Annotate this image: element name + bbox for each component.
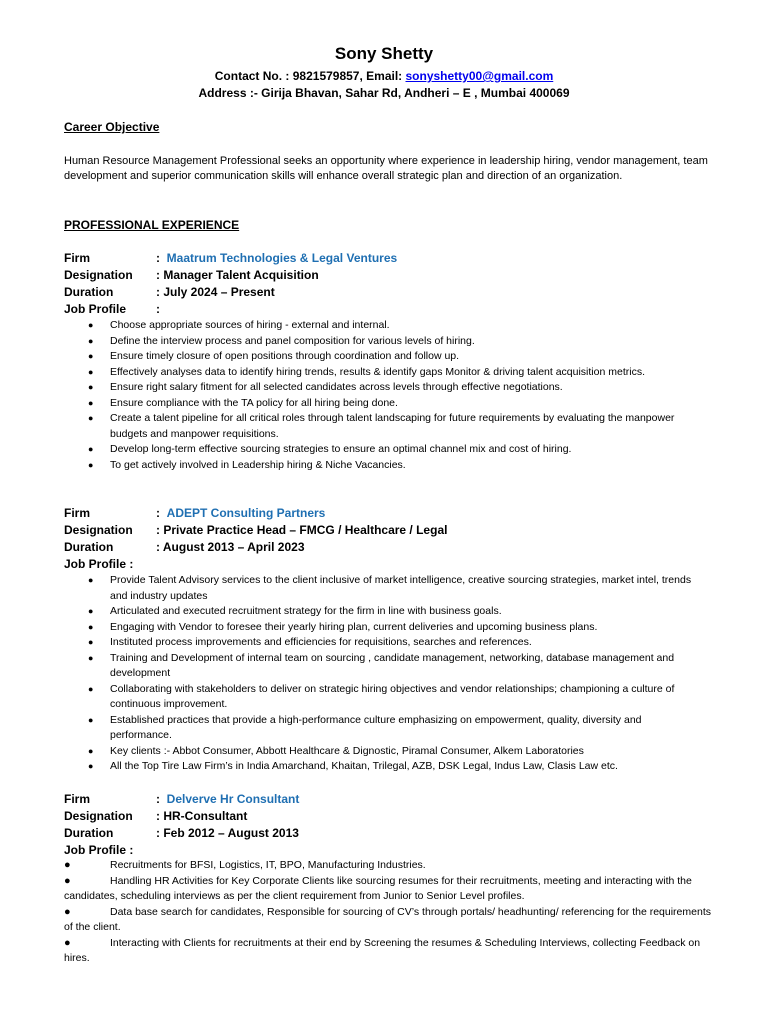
designation-label: Designation [64,809,133,823]
firm-label: Firm [64,506,91,520]
job-3-designation: : HR-Consultant [156,809,248,823]
list-item: ● Established practices that provide a high-performance culture emphasizing on empowerment, quality, diversity and performance. [88,713,642,741]
job-2-duration: : August 2013 – April 2023 [156,540,305,554]
list-item: ● Effectively analyses data to identify hiring trends, results & identify gaps Monitor & driving talent acquisition metrics. [88,365,645,378]
job-2-designation-row [64,522,447,539]
list-item: ● All the Top Tire Law Firm’s in India Amarchand, Khaitan, Trilegal, AZB, DSK Legal, Indus Law, Clasis Law etc. [88,760,618,772]
firm-label: Firm [64,251,91,265]
job-3-bullets [64,858,720,967]
list-item: ● Key clients :- Abbot Consumer, Abbott Healthcare & Dignostic, Piramal Consumer, Alkem Laboratories [88,744,584,757]
experience-heading: PROFESSIONAL EXPERIENCE [64,218,240,232]
job-1-designation: : Manager Talent Acquisition [156,268,319,282]
job-profile-label: Job Profile : [64,843,134,857]
list-item: ● Ensure compliance with the TA policy for all hiring being done. [88,396,398,409]
list-item: ● Instituted process improvements and efficiencies for requisitions, searches and references. [88,636,532,648]
list-item: ● Ensure timely closure of open positions through coordination and follow up. [88,350,460,362]
firm-colon: : [156,506,160,520]
job-profile-colon: : [156,302,160,316]
firm-label: Firm [64,792,91,806]
career-objective-heading: Career Objective [64,120,160,134]
list-item: ● To get actively involved in Leadership hiring & Niche Vacancies. [88,458,406,471]
job-profile-label: Job Profile [64,302,127,316]
job-1-firm-row [64,250,397,267]
candidate-name: Sony Shetty [334,44,434,63]
list-item: ● Collaborating with stakeholders to deliver on strategic hiring objectives and vendor relationships; championing a culture of continuous improvement. [88,682,675,710]
list-item: ● Articulated and executed recruitment strategy for the firm in line with business goals. [88,605,502,617]
list-item: ● Develop long-term effective sourcing strategies to ensure an optimal channel mix and cost of hiring. [88,443,572,455]
firm-colon: : [156,251,160,265]
job-3-details [64,791,299,859]
job-2-duration-row [64,539,447,556]
contact-prefix: Contact No. : 9821579857, Email: [214,69,406,83]
job-3-firm: Delverve Hr Consultant [166,792,300,806]
list-item: ● Engaging with Vendor to foresee their yearly hiring plan, current deliveries and upcoming business plans. [88,620,598,633]
duration-label: Duration [64,540,114,554]
job-2-designation: : Private Practice Head – FMCG / Healthcare / Legal [156,523,448,537]
job-3-duration: : Feb 2012 – August 2013 [156,826,299,840]
list-item: ● Recruitments for BFSI, Logistics, IT, BPO, Manufacturing Industries. [64,859,426,871]
duration-label: Duration [64,826,114,840]
job-1-designation-row [64,267,397,284]
designation-label: Designation [64,523,133,537]
list-item: ● Provide Talent Advisory services to the client inclusive of market intelligence, creative sourcing strategies, market intel, trends and industry updates [88,574,692,602]
email-link[interactable]: sonyshetty00@gmail.com [405,69,554,83]
designation-label: Designation [64,268,133,282]
job-1-profile-row [64,301,397,318]
job-3-profile-row [64,842,299,859]
job-1-duration: : July 2024 – Present [156,285,275,299]
firm-colon: : [156,792,160,806]
list-item: ● Training and Development of internal team on sourcing , candidate management, networking, database management and development [88,651,675,679]
job-1-firm: Maatrum Technologies & Legal Ventures [166,251,398,265]
job-profile-label: Job Profile : [64,557,134,571]
job-1-bullets [64,318,704,473]
job-1-duration-row [64,284,397,301]
list-item: ● Ensure right salary fitment for all selected candidates across levels through effective negotiations. [88,381,563,393]
list-item: ● Define the interview process and panel composition for various levels of hiring. [88,334,475,347]
list-item: ● Create a talent pipeline for all critical roles through talent landscaping for future requirements by evaluating the manpower budgets and manpower requisitions. [88,412,675,440]
contact-line [0,69,768,83]
duration-label: Duration [64,285,114,299]
list-item: ● Handling HR Activities for Key Corporate Clients like sourcing resumes for their recruitments, meeting and interacting with the candidates, scheduling interviews as per the client requirement from Junior to Senior Level profiles. [64,874,692,902]
list-item: ● Interacting with Clients for recruitments at their end by Screening the resumes & Scheduling Interviews, collecting Feedback on hires. [64,936,701,964]
address-line: Address :- Girija Bhavan, Sahar Rd, Andheri – E , Mumbai 400069 [198,86,570,100]
job-2-firm: ADEPT Consulting Partners [166,506,326,520]
job-3-designation-row [64,808,299,825]
job-2-bullets [64,573,704,775]
job-2-profile-row [64,556,447,573]
job-2-firm-row [64,505,447,522]
job-2-details [64,505,447,573]
list-item: ● Data base search for candidates, Responsible for sourcing of CV’s through portals/ headhunting/ referencing for the requirements of the client. [64,905,711,933]
job-3-firm-row [64,791,299,808]
job-3-duration-row [64,825,299,842]
job-1-details [64,250,397,318]
list-item: ● Choose appropriate sources of hiring - external and internal. [88,319,390,331]
career-objective-text: Human Resource Management Professional seeks an opportunity where experience in leadership hiring, vendor management, team development and superior communication skills will enhance overall strategic plan and direction of an organization. [64,155,708,182]
